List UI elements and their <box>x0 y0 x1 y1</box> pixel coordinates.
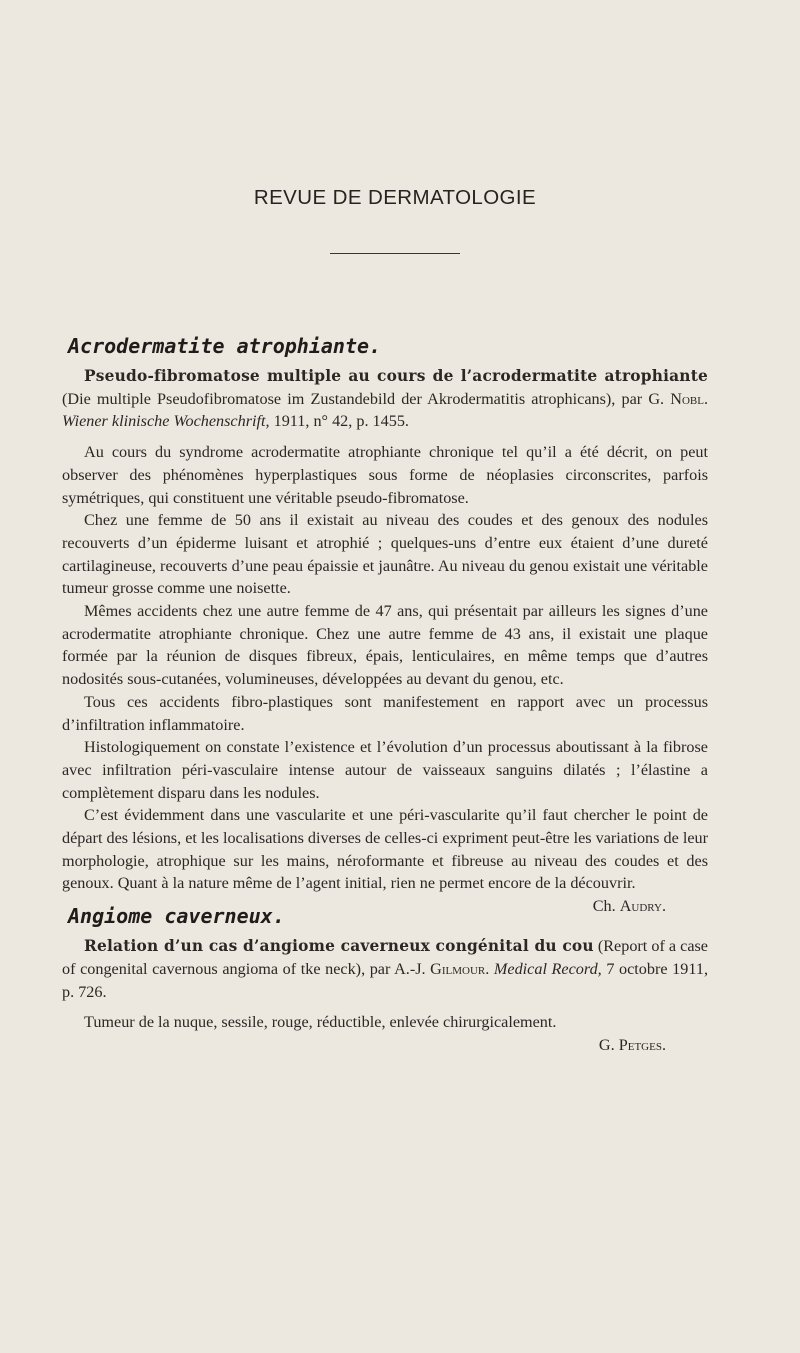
reference-author: Nobl <box>670 389 704 408</box>
reference-journal: Medical Record, <box>493 959 602 978</box>
paragraph: Tous ces accidents fibro-plastiques sont manifestement en rapport avec un processus d’infiltration inflammatoire. <box>62 692 708 734</box>
signature <box>571 895 708 918</box>
signature-period: . <box>661 897 666 916</box>
section-angiome <box>62 903 708 1057</box>
signature-name: Audry <box>619 897 662 916</box>
paragraph: Chez une femme de 50 ans il existait au niveau des coudes et des genoux des nodules recouverts d’un épiderme luisant et atrophié ; quelques-uns d’entre eux étaient d’une dureté cartilagineuse, recouverts d’une peau épaissie et jaunâtre. Au niveau du genou existait une véritable tumeur grosse comme une noisette. <box>62 511 708 598</box>
reference-details: (Report of a case of congenital cavernous angioma of tke neck), par A.-J. <box>62 937 708 978</box>
section-heading: Acrodermatite atrophiante. <box>68 334 382 358</box>
page-title: REVUE DE DERMATOLOGIE <box>253 186 537 209</box>
reference <box>62 365 708 433</box>
reference-citation: 7 octobre 1911, p. 726. <box>62 959 708 1001</box>
article-body <box>62 333 708 1057</box>
section-heading: Angiome caverneux. <box>68 904 285 929</box>
signature-initials: G. <box>598 1035 619 1054</box>
signature <box>62 1034 708 1057</box>
reference-title: Pseudo-fibromatose multiple au cours de l’acrodermatite atrophiante <box>84 367 708 385</box>
reference-title: Relation d’un cas d’angiome caverneux congénital du cou <box>84 937 594 956</box>
paragraph: Mêmes accidents chez une autre femme de 47 ans, qui présentait par ailleurs les signes d’une acrodermatite atrophiante chronique. Chez une autre femme de 43 ans, il existait une plaque formée par la réunion de disques fibreux, épais, lenticulaires, en même temps que d’autres nodosités sous-cutanées, volumineuses, développées au devant du genou, etc. <box>62 602 708 689</box>
paragraph: Tumeur de la nuque, sessile, rouge, réductible, enlevée chirurgicalement. <box>84 1013 557 1032</box>
reference <box>62 935 708 1003</box>
signature-period: . <box>661 1035 666 1054</box>
signature-initials: Ch. <box>592 897 620 916</box>
signature-name: Petges <box>618 1035 662 1054</box>
reference-separator: . <box>485 959 494 978</box>
reference-details: (Die multiple Pseudofibromatose im Zustandebild der Akrodermatitis atrophicans), par G. <box>62 389 671 408</box>
paragraph: Histologiquement on constate l’existence et l’évolution d’un processus aboutissant à la fibrose avec infiltration péri-vasculaire intense autour de vaisseaux sanguins dilatés ; l’élastine a complètement disparu dans les nodules. <box>62 738 708 802</box>
section-acrodermatite <box>62 333 708 916</box>
title-divider <box>330 253 460 254</box>
paragraph-text: C’est évidemment dans une vascularite et une péri-vascularite qu’il faut chercher le point de départ des lésions, et les localisations diverses de celles-ci expriment peut-être les variations de leur morphologie, atrophique sur les mains, néroformante et fibreuse au niveau des coudes et des genoux. Quant à la nature même de l’agent initial, rien ne permet encore de la découvrir. <box>62 806 708 893</box>
reference-author: Gilmour <box>430 959 486 978</box>
paragraph <box>62 804 708 916</box>
reference-separator: . <box>703 389 708 408</box>
reference-journal: Wiener klinische Wochenschrift, <box>62 412 270 431</box>
paragraph: Au cours du syndrome acrodermatite atrophiante chronique tel qu’il a été décrit, on peut observer des phénomènes hyperplastiques sous forme de néoplasies circonscrites, parfois symétriques, qui constituent une véritable pseudo-fibromatose. <box>62 443 708 507</box>
reference-citation: 1911, n° 42, p. 1455. <box>269 412 409 431</box>
